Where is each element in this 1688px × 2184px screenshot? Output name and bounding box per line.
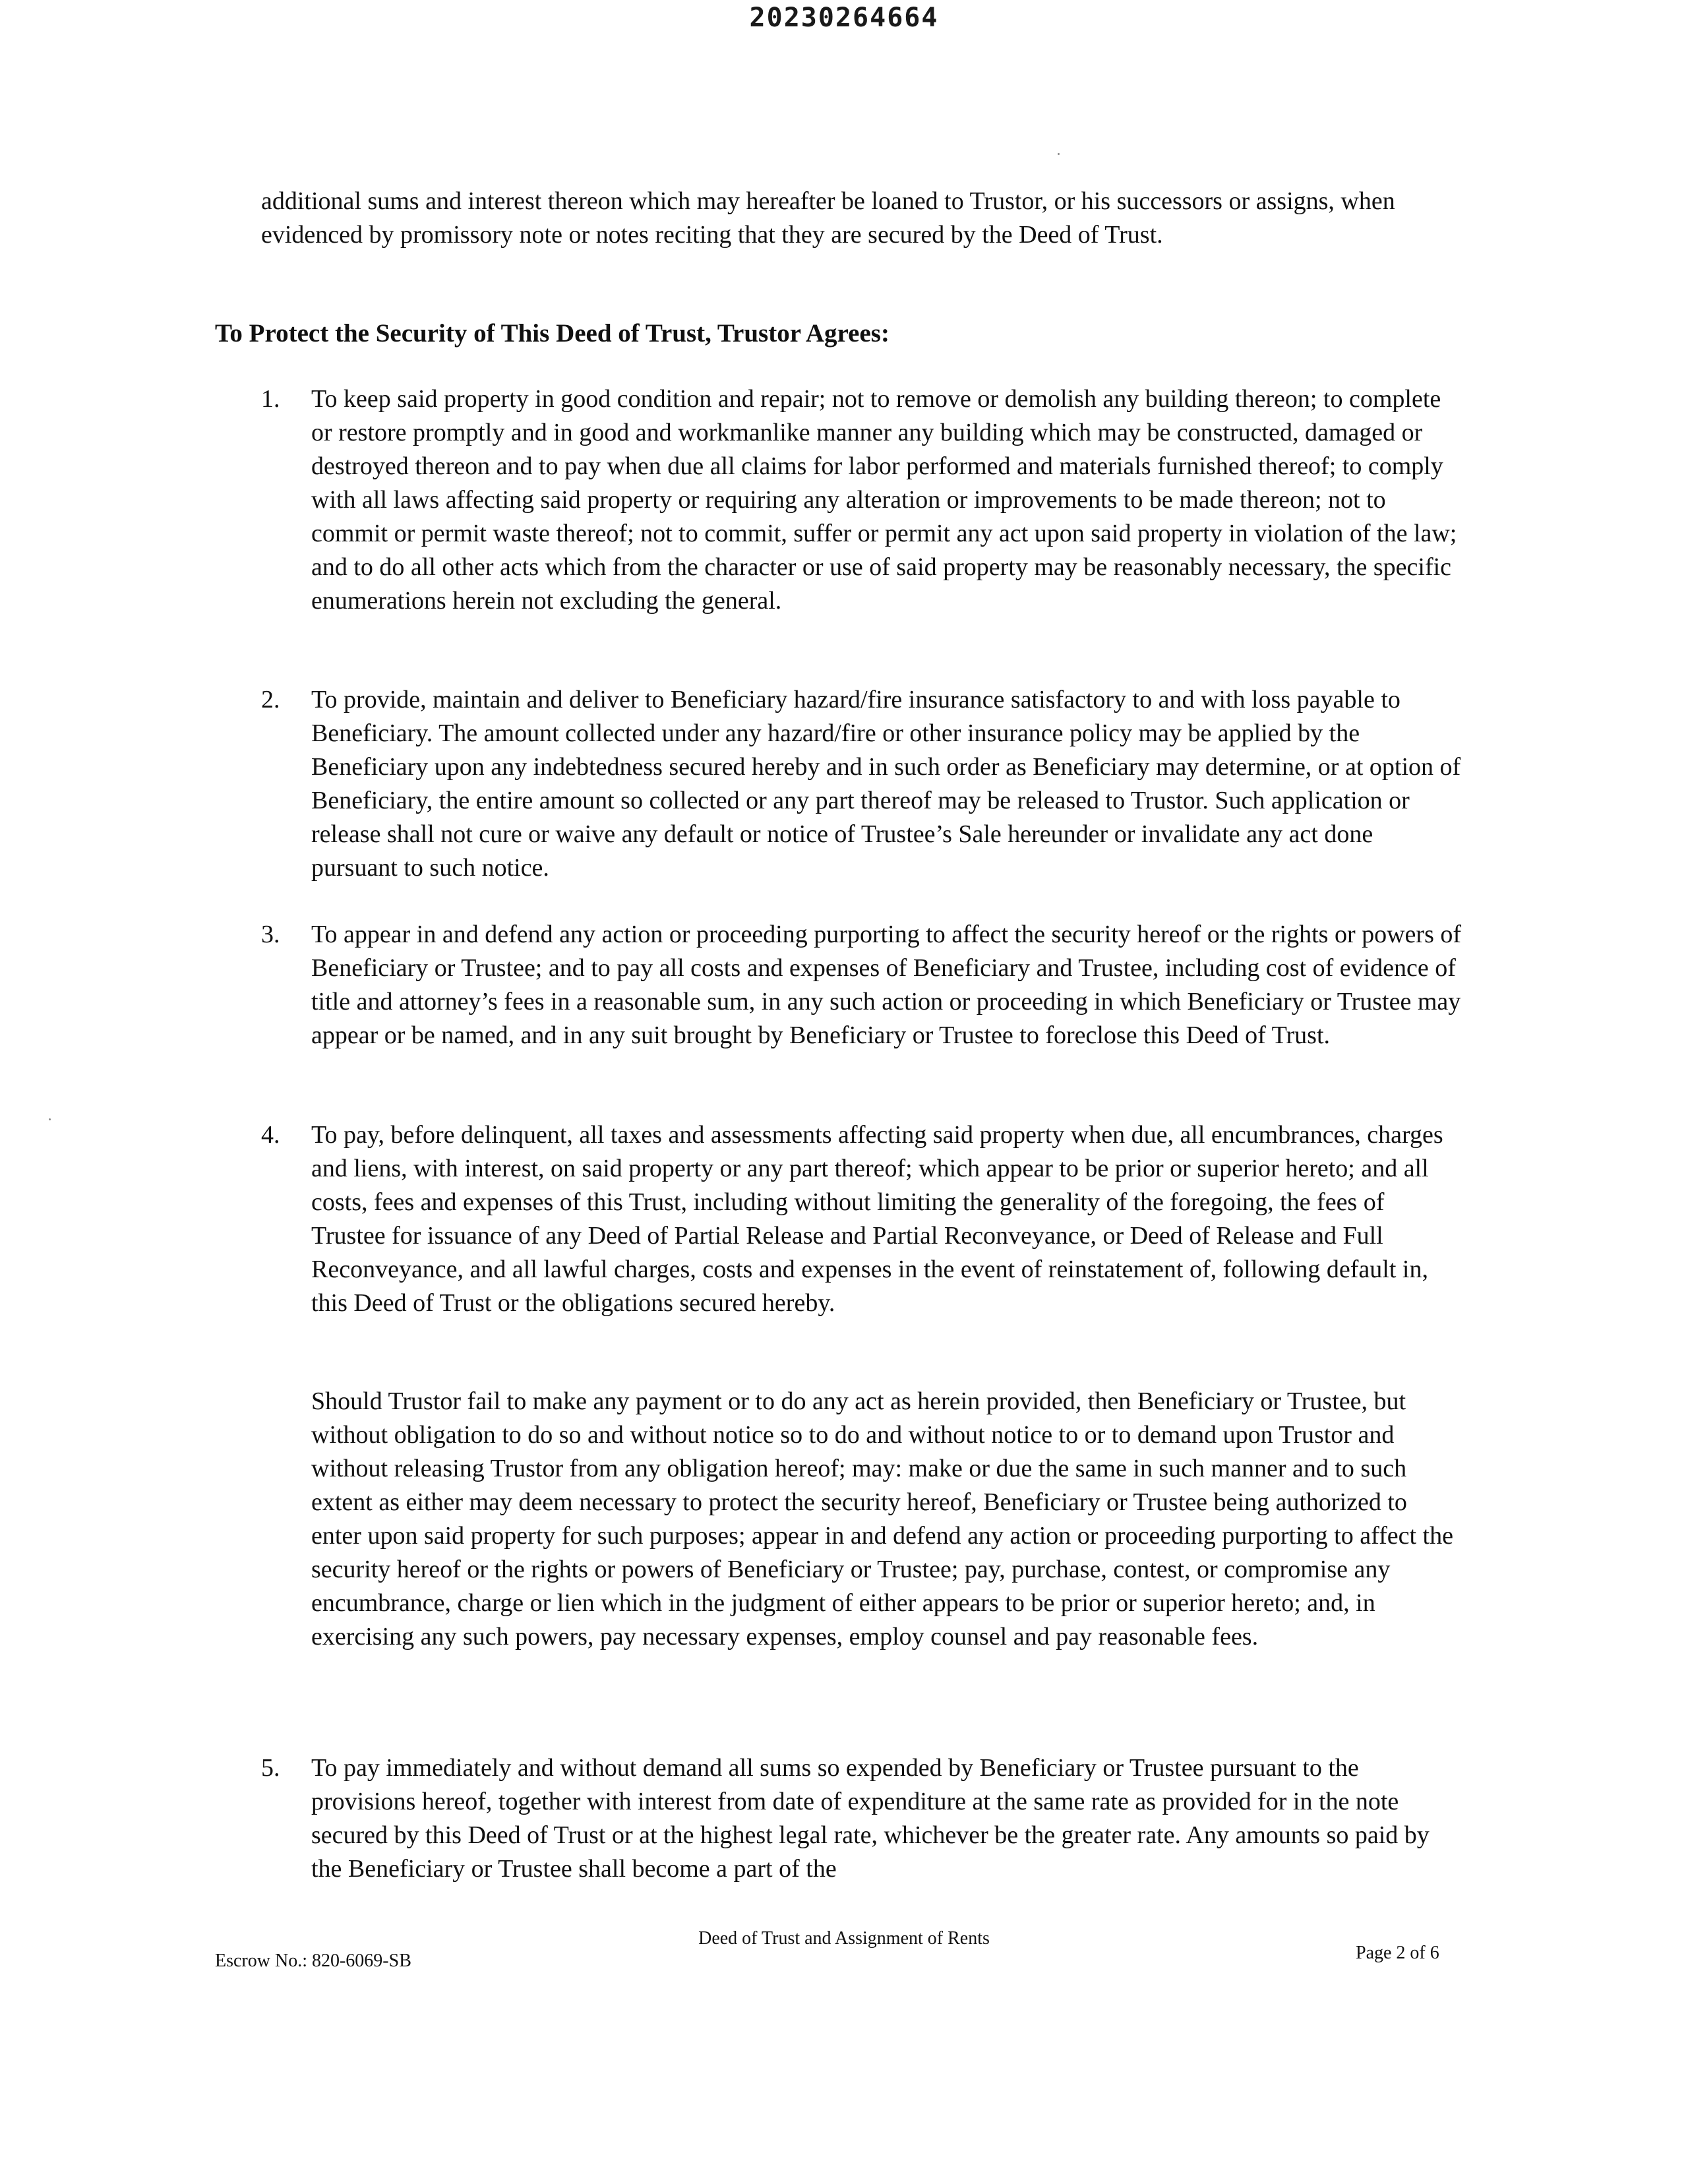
scan-speck [1058,153,1060,155]
recording-document-number: 20230264664 [749,3,939,33]
list-item-5 [261,1751,1461,1886]
footer-escrow-number: Escrow No.: 820-6069-SB [215,1951,411,1971]
list-item-text: To provide, maintain and deliver to Beneficiary hazard/fire insurance satisfactory to and with loss payable to Beneficiary. The amount collected under any hazard/fire or other insurance policy may be applied by the Beneficiary upon any indebtedness secured hereby and in such order as Beneficiary may determine, or at option of Beneficiary, the entire amount so collected or any part thereof may be released to Trustor. Such application or release shall not cure or waive any default or notice of Trustee’s Sale hereunder or invalidate any act done pursuant to such notice. [311,686,1461,882]
list-item-number: 2. [261,686,280,713]
list-item-2 [261,683,1461,885]
item-4-sub-paragraph: Should Trustor fail to make any payment or to do any act as herein provided, then Beneficiary or Trustee, but without obligation to do so and without notice so to do and without notice to or to demand upon Trustor and without releasing Trustor from any obligation hereof; may: make or due the same in such manner and to such extent as either may deem necessary to protect the security hereof, Beneficiary or Trustee being authorized to enter upon said property for such purposes; appear in and defend any action or proceeding purporting to affect the security hereof or the rights or powers of Beneficiary or Trustee; pay, purchase, contest, or compromise any encumbrance, charge or lien which in the judgment of either appears to be prior or superior hereto; and, in exercising any such powers, pay necessary expenses, employ counsel and pay reasonable fees. [311,1387,1453,1651]
footer-page-number: Page 2 of 6 [1356,1943,1439,1963]
list-item-4 [261,1118,1461,1320]
list-item-text: To pay immediately and without demand all sums so expended by Beneficiary or Trustee pursuant to the provisions hereof, together with interest from date of expenditure at the same rate as provided for in the note secured by this Deed of Trust or at the highest legal rate, whichever be the greater rate. Any amounts so paid by the Beneficiary or Trustee shall become a part of the [311,1754,1430,1883]
list-item-number: 4. [261,1121,280,1149]
list-item-text: To keep said property in good condition and repair; not to remove or demolish any building thereon; to complete or restore promptly and in good and workmanlike manner any building which may be constructed, damaged or destroyed thereon and to pay when due all claims for labor performed and materials furnished thereof; to comply with all laws affecting said property or requiring any alteration or improvements to be made thereon; not to commit or permit waste thereof; not to commit, suffer or permit any act upon said property in violation of the law; and to do all other acts which from the character or use of said property may be reasonably necessary, the specific enumerations herein not excluding the general. [311,385,1457,615]
intro-paragraph: additional sums and interest thereon which may hereafter be loaned to Trustor, or his successors or assigns, when evidenced by promissory note or notes reciting that they are secured by the Deed of Trust. [261,187,1395,249]
list-item-1 [261,382,1461,618]
list-item-number: 1. [261,385,280,413]
list-item-text: To pay, before delinquent, all taxes and assessments affecting said property when due, all encumbrances, charges and liens, with interest, on said property or any part thereof; which appear to be prior or superior hereto; and all costs, fees and expenses of this Trust, including without limiting the generality of the foregoing, the fees of Trustee for issuance of any Deed of Partial Release and Partial Reconveyance, or Deed of Release and Full Reconveyance, and all lawful charges, costs and expenses in the event of reinstatement of, following default in, this Deed of Trust or the obligations secured hereby. [311,1121,1443,1317]
footer-document-title: Deed of Trust and Assignment of Rents [698,1928,990,1949]
list-item-number: 3. [261,921,280,948]
scan-speck [49,1118,51,1120]
list-item-text: To appear in and defend any action or proceeding purporting to affect the security hereof or the rights or powers of Beneficiary or Trustee; and to pay all costs and expenses of Beneficiary and Trustee, including cost of evidence of title and attorney’s fees in a reasonable sum, in any such action or proceeding in which Beneficiary or Trustee may appear or be named, and in any suit brought by Beneficiary or Trustee to foreclose this Deed of Trust. [311,921,1462,1049]
list-item-3 [261,918,1461,1052]
list-item-number: 5. [261,1754,280,1782]
section-heading: To Protect the Security of This Deed of Trust, Trustor Agrees: [215,319,889,348]
